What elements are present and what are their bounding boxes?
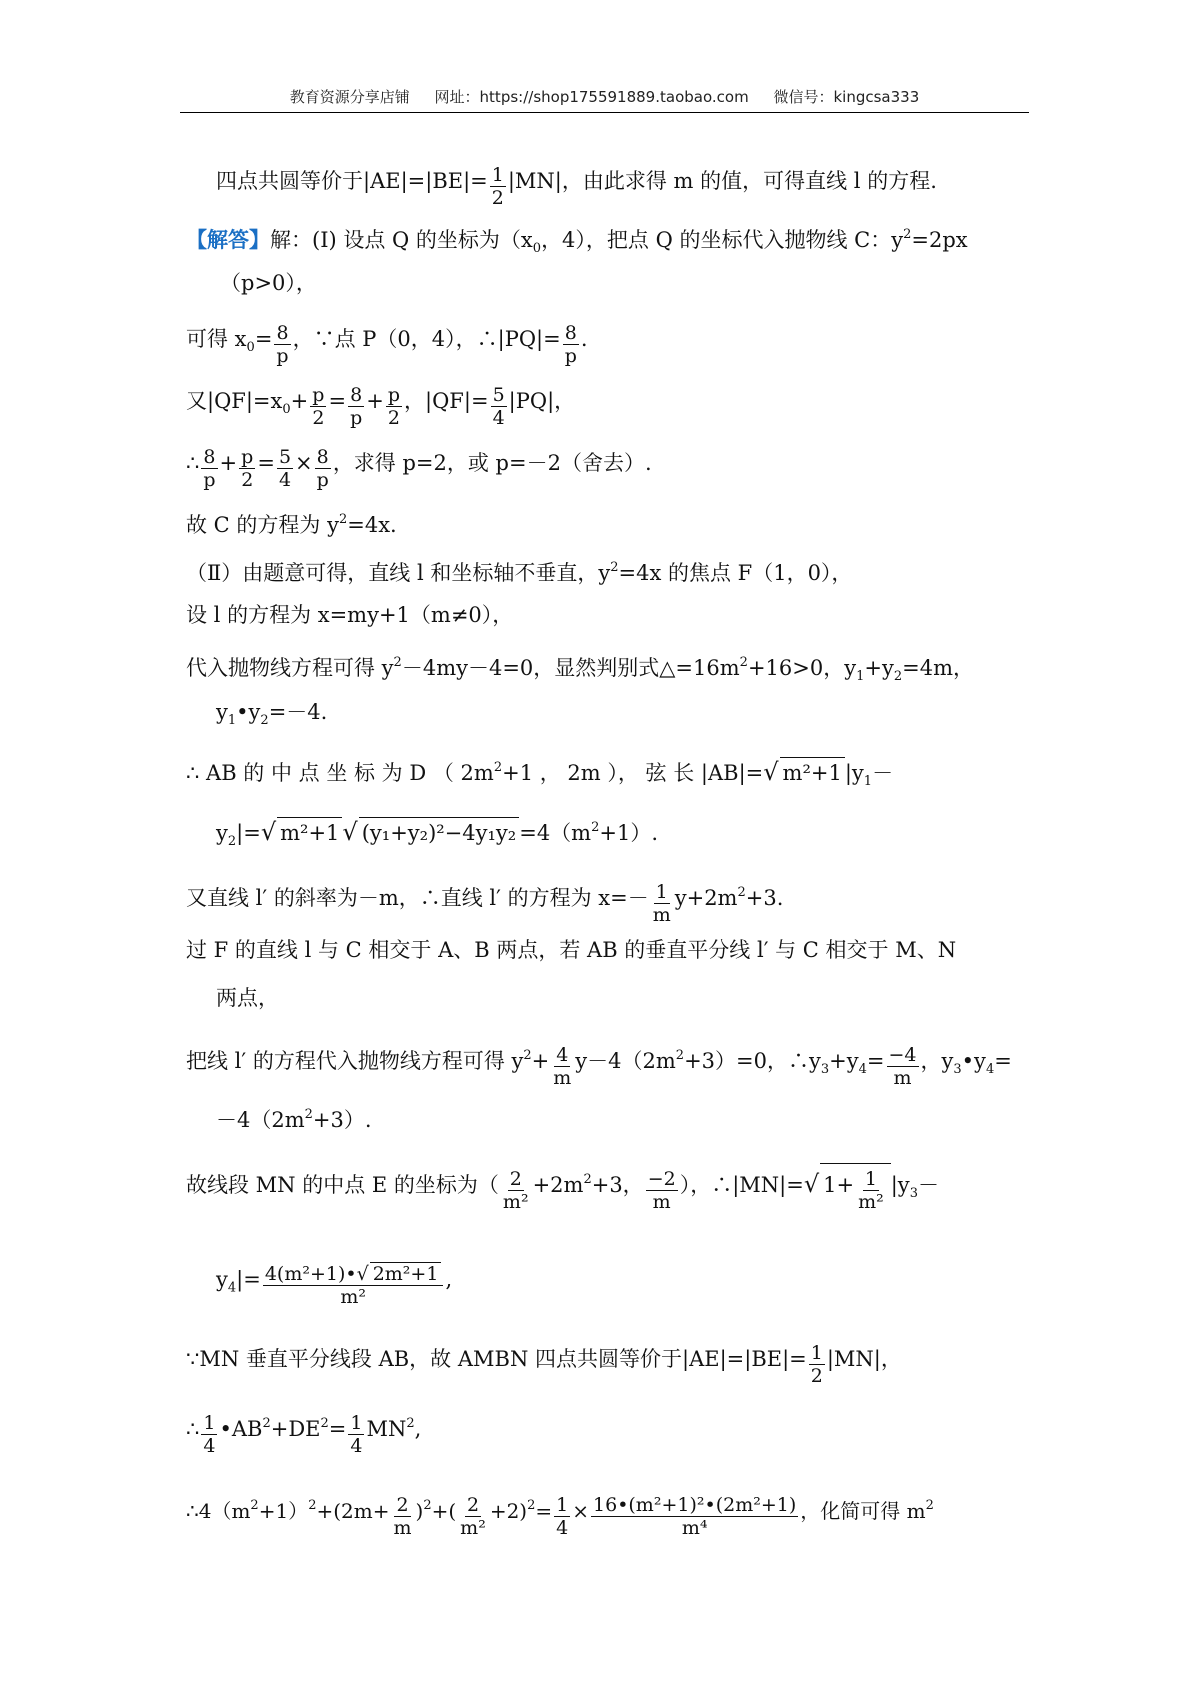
text: y xyxy=(216,700,228,724)
line-14 xyxy=(186,877,784,926)
answer-tag: 【解答】 xyxy=(186,227,270,252)
sup: 2 xyxy=(304,1107,313,1122)
fraction xyxy=(263,1262,444,1308)
text: |MN|， xyxy=(826,1347,902,1371)
den: 2 xyxy=(312,407,325,429)
fraction xyxy=(315,446,331,491)
radicand xyxy=(820,1163,891,1213)
den: p xyxy=(276,345,289,367)
text: = xyxy=(328,389,347,413)
line-20 xyxy=(216,1258,453,1308)
den: m xyxy=(652,904,671,926)
header-wechat: 微信号：kingcsa333 xyxy=(773,88,920,106)
sup: 2 xyxy=(406,1416,415,1431)
sup: 2 xyxy=(262,1416,271,1431)
header-url: 网址：https://shop175591889.taobao.com xyxy=(434,88,749,106)
fraction xyxy=(386,384,402,429)
fraction xyxy=(201,1412,217,1457)
text: ∵MN 垂直平分线段 AB，故 AMBN 四点共圆等价于|AE|=|BE|= xyxy=(186,1347,807,1371)
text: +1）. xyxy=(599,821,659,845)
text: （Ⅱ）由题意可得，直线 l 和坐标轴不垂直，y xyxy=(186,561,611,585)
text: •y xyxy=(961,1049,986,1073)
sup: 2 xyxy=(338,512,348,527)
den: m xyxy=(652,1191,671,1213)
text: +2) xyxy=(489,1499,528,1523)
text: +(2m+ xyxy=(316,1499,390,1523)
text: = xyxy=(257,451,275,475)
sup: 2 xyxy=(527,1498,536,1513)
num: 8 xyxy=(350,384,363,406)
num: 16•(m²+1)²•(2m²+1) xyxy=(593,1494,797,1516)
fraction xyxy=(491,384,507,429)
fraction xyxy=(887,1044,919,1089)
text: × xyxy=(295,451,313,475)
fraction xyxy=(551,1044,573,1089)
radicand: m²+1 xyxy=(780,757,845,788)
text: 1+ xyxy=(823,1173,855,1197)
text: 过 F 的直线 l 与 C 相交于 A、B 两点，若 AB 的垂直平分线 l′ 与 C 相交于 M、N xyxy=(186,938,957,962)
line-18 xyxy=(216,1100,372,1135)
text: = xyxy=(994,1049,1012,1073)
line-23 xyxy=(186,1490,934,1539)
line-13 xyxy=(216,813,658,857)
line-8 xyxy=(186,553,852,588)
line-12 xyxy=(186,753,893,797)
text: ，∵点 P（0，4），∴|PQ|= xyxy=(292,327,561,351)
text: |y xyxy=(890,1173,910,1197)
den: 4 xyxy=(278,469,292,491)
line-6 xyxy=(186,442,652,491)
num: 1 xyxy=(655,881,668,903)
fraction xyxy=(458,1494,488,1539)
text: |y xyxy=(844,761,864,785)
text: ），∴|MN|= xyxy=(679,1173,804,1197)
text: •y xyxy=(236,700,261,724)
num: 4 xyxy=(556,1044,569,1066)
line-3 xyxy=(220,268,317,298)
num: 2 xyxy=(509,1168,522,1190)
line-19 xyxy=(186,1163,939,1213)
line-1 xyxy=(216,160,937,209)
text: ，|QF|= xyxy=(404,389,489,413)
text: y xyxy=(216,1267,228,1292)
num: 1 xyxy=(491,164,504,186)
text: y－4（2m xyxy=(575,1049,676,1073)
num: 8 xyxy=(276,322,289,344)
sup: 2 xyxy=(523,1048,532,1063)
num: 5 xyxy=(278,446,292,468)
num: p xyxy=(241,446,254,468)
text: 把线 l′ 的方程代入抛物线方程可得 y xyxy=(186,1049,524,1073)
den: p xyxy=(203,469,216,491)
num: 8 xyxy=(316,446,329,468)
den: m² xyxy=(340,1286,366,1308)
sup: 2 xyxy=(610,560,619,575)
sqrt-sign: √ xyxy=(356,1263,369,1285)
num: 1 xyxy=(350,1412,363,1434)
text: MN xyxy=(366,1417,407,1441)
text: － xyxy=(917,1173,939,1197)
line-21 xyxy=(186,1338,902,1387)
fraction xyxy=(809,1342,825,1387)
text: |PQ|， xyxy=(508,389,576,413)
num: −4 xyxy=(888,1044,917,1066)
text: =4x. xyxy=(347,513,397,537)
num: p xyxy=(387,384,401,406)
text: +3， xyxy=(591,1173,644,1197)
fraction xyxy=(501,1168,531,1213)
den: m⁴ xyxy=(681,1517,708,1539)
sub: 4 xyxy=(227,1280,237,1296)
sup: 2 xyxy=(739,655,748,670)
text: y xyxy=(216,821,228,845)
sub: 3 xyxy=(953,1062,962,1077)
text: +y xyxy=(829,1049,859,1073)
fraction xyxy=(651,881,673,926)
fraction xyxy=(348,384,364,429)
fraction xyxy=(274,322,290,367)
text: 解：(Ⅰ) 设点 Q 的坐标为（x xyxy=(270,228,533,252)
text: =2px xyxy=(911,228,968,252)
sup: 2 xyxy=(583,1172,592,1187)
sub: 2 xyxy=(227,834,237,849)
text: |= xyxy=(236,1267,261,1292)
fraction xyxy=(348,1412,364,1457)
sup: 2 xyxy=(675,1048,685,1063)
line-16 xyxy=(216,983,279,1013)
fraction xyxy=(856,1168,886,1213)
text: 又|QF|=x xyxy=(186,389,283,413)
sup: 2 xyxy=(591,820,600,835)
text: － xyxy=(872,761,894,785)
page-header xyxy=(182,86,1027,108)
den: m xyxy=(393,1517,412,1539)
num: 2 xyxy=(466,1494,480,1516)
num: 8 xyxy=(564,322,577,344)
sup: 2 xyxy=(925,1498,934,1513)
num xyxy=(263,1262,444,1286)
den: m xyxy=(893,1067,912,1089)
text: y+2m xyxy=(674,886,738,910)
den: p xyxy=(564,345,577,367)
sqrt-sign: √ xyxy=(763,758,779,786)
den: 4 xyxy=(350,1435,363,1457)
num: p xyxy=(312,384,325,406)
sub: 3 xyxy=(909,1186,918,1201)
text: ，y xyxy=(920,1049,954,1073)
text: . xyxy=(580,327,588,351)
fraction xyxy=(391,1494,413,1539)
fraction xyxy=(646,1168,678,1213)
text: ) xyxy=(415,1499,424,1523)
text: +16>0，y xyxy=(747,656,857,680)
line-11 xyxy=(216,697,327,736)
num: 1 xyxy=(864,1168,877,1190)
sub: 4 xyxy=(858,1062,867,1077)
text: 两点， xyxy=(216,986,279,1010)
den: 2 xyxy=(810,1365,823,1387)
line-7 xyxy=(186,505,397,540)
text: －4my－4=0，显然判别式△=16m xyxy=(401,656,740,680)
text: ∴4（m xyxy=(186,1499,251,1523)
line-15 xyxy=(186,935,956,965)
text: +2m xyxy=(532,1173,584,1197)
text: + xyxy=(290,389,309,413)
text: × xyxy=(572,1499,590,1523)
text: + xyxy=(531,1049,550,1073)
text: =4m， xyxy=(902,656,974,680)
sup: 2 xyxy=(493,760,503,775)
num: 1 xyxy=(203,1412,216,1434)
fraction xyxy=(239,446,255,491)
text: （p>0）， xyxy=(220,271,317,295)
den: 2 xyxy=(241,469,254,491)
text: ∴ xyxy=(186,451,200,475)
line-9 xyxy=(186,600,513,630)
line-2 xyxy=(186,220,968,264)
line-22 xyxy=(186,1408,422,1457)
sub: 1 xyxy=(227,713,237,728)
text: ∴ xyxy=(186,1417,200,1441)
text: =4x 的焦点 F（1，0）， xyxy=(618,561,853,585)
sqrt-sign: √ xyxy=(803,1170,820,1198)
text: 代入抛物线方程可得 y xyxy=(186,656,394,680)
line-4 xyxy=(186,318,588,367)
den: p xyxy=(316,469,329,491)
den: 4 xyxy=(556,1517,569,1539)
text: 四点共圆等价于|AE|=|BE|= xyxy=(216,169,488,193)
text: |= xyxy=(236,821,261,845)
text: 故 C 的方程为 y xyxy=(186,513,339,537)
text: +1） xyxy=(258,1499,309,1523)
sup: 2 xyxy=(903,227,912,242)
sup: 2 xyxy=(320,1416,329,1431)
text: +1 ， 2m ）， 弦 长 |AB|= xyxy=(502,761,764,785)
radicand: (y₁+y₂)²−4y₁y₂ xyxy=(359,817,520,848)
sup: 2 xyxy=(250,1498,259,1513)
den: 2 xyxy=(491,187,504,209)
text: 可得 x xyxy=(186,327,247,351)
sub: 0 xyxy=(246,340,255,355)
fraction xyxy=(591,1494,798,1539)
header-rule xyxy=(180,112,1029,113)
text: = xyxy=(866,1049,885,1073)
text: •AB xyxy=(219,1417,263,1441)
radicand: m²+1 xyxy=(277,817,342,848)
text: ∴ AB 的 中 点 坐 标 为 D （ 2m xyxy=(186,761,494,785)
den: m² xyxy=(502,1191,529,1213)
num: 1 xyxy=(810,1342,823,1364)
sup: 2 xyxy=(423,1498,432,1513)
num: 1 xyxy=(556,1494,569,1516)
den: 4 xyxy=(203,1435,216,1457)
text: +( xyxy=(431,1499,457,1523)
text: , xyxy=(414,1417,422,1441)
sub: 1 xyxy=(863,774,873,789)
text: |MN|，由此求得 m 的值，可得直线 l 的方程. xyxy=(507,169,937,193)
den: 4 xyxy=(492,407,505,429)
num: 2 xyxy=(396,1494,409,1516)
text: =4（m xyxy=(519,821,592,845)
sub: 0 xyxy=(532,241,542,256)
den: 2 xyxy=(387,407,400,429)
text: +3. xyxy=(745,886,784,910)
text: +y xyxy=(864,656,894,680)
text: + xyxy=(219,451,238,475)
text: +3）=0，∴y xyxy=(684,1049,821,1073)
den: p xyxy=(350,407,363,429)
sqrt-sign: √ xyxy=(260,818,277,846)
text: =－4. xyxy=(268,700,328,724)
text: = xyxy=(254,327,273,351)
text: 又直线 l′ 的斜率为－m，∴直线 l′ 的方程为 x=－ xyxy=(186,886,649,910)
text: +DE xyxy=(270,1417,321,1441)
num: 5 xyxy=(492,384,505,406)
sup: 2 xyxy=(393,655,402,670)
fraction xyxy=(563,322,579,367)
line-5 xyxy=(186,380,576,429)
radicand: 2m²+1 xyxy=(370,1262,442,1285)
sup: 2 xyxy=(308,1498,317,1513)
num: −2 xyxy=(647,1168,676,1190)
fraction xyxy=(490,164,506,209)
text: + xyxy=(366,389,384,413)
text: , xyxy=(445,1267,453,1292)
sub: 1 xyxy=(856,669,865,684)
den: m² xyxy=(858,1191,884,1213)
sub: 3 xyxy=(820,1062,830,1077)
line-10 xyxy=(186,648,974,692)
sup: 2 xyxy=(737,885,746,900)
text: ，4），把点 Q 的坐标代入抛物线 C：y xyxy=(541,228,904,252)
sub: 4 xyxy=(985,1062,995,1077)
den: m² xyxy=(460,1517,486,1539)
sub: 2 xyxy=(893,669,903,684)
text: ，化简可得 m xyxy=(800,1499,926,1523)
text: 4(m²+1)• xyxy=(264,1263,357,1285)
text: +3）. xyxy=(312,1108,372,1132)
fraction xyxy=(277,446,293,491)
text: = xyxy=(535,1499,553,1523)
header-shop: 教育资源分享店铺 xyxy=(289,88,410,106)
sub: 0 xyxy=(282,402,291,417)
sub: 2 xyxy=(260,713,269,728)
line-17 xyxy=(186,1040,1012,1089)
text: 故线段 MN 的中点 E 的坐标为（ xyxy=(186,1173,499,1197)
text: －4（2m xyxy=(216,1108,305,1132)
den: m xyxy=(553,1067,572,1089)
text: = xyxy=(328,1417,347,1441)
num: 8 xyxy=(203,446,216,468)
text: 设 l 的方程为 x=my+1（m≠0）， xyxy=(186,603,514,627)
fraction xyxy=(310,384,326,429)
text: ，求得 p=2，或 p=－2（舍去）. xyxy=(332,451,652,475)
sqrt-sign: √ xyxy=(342,818,358,846)
fraction xyxy=(554,1494,570,1539)
fraction xyxy=(201,446,217,491)
